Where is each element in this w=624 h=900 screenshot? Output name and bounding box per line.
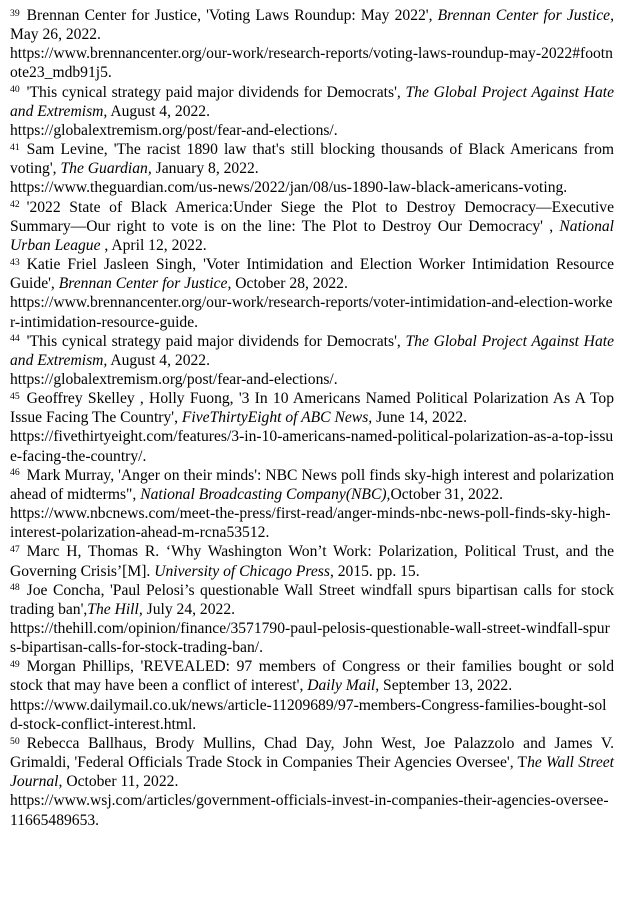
footnote-url: https://globalextremism.org/post/fear-and-elections/.: [10, 370, 338, 388]
footnote-url: https://www.dailymail.co.uk/news/article-11209689/97-members-Congress-families-bought-sold-stock-conflict-interest.html.: [10, 696, 607, 733]
footnote-number: 46: [10, 467, 20, 479]
footnotes-list: [10, 6, 614, 830]
footnote-number: 40: [10, 84, 20, 96]
citation-text: Rebecca Ballhaus, Brody Mullins, Chad Day, John West, Joe Palazzolo and James V. Grimaldi, 'Federal Officials Trade Stock in Companies Their Agencies Oversee', T: [10, 734, 614, 772]
source-title: The Global Project Against Hate and Extremism,: [10, 83, 614, 120]
footnote-url: https://globalextremism.org/post/fear-and-elections/.: [10, 121, 338, 139]
footnote: [10, 581, 614, 658]
citation-text: October 31, 2022.: [390, 485, 504, 503]
source-title: The Hill,: [87, 600, 143, 618]
footnote-number: 47: [10, 544, 20, 556]
source-title: Daily Mail: [307, 677, 376, 695]
footnote-url: https://www.theguardian.com/us-news/2022/jan/08/us-1890-law-black-americans-voting.: [10, 179, 568, 197]
citation-text: , September 13, 2022.: [375, 677, 513, 695]
footnote-number: 45: [10, 390, 20, 402]
footnote: [10, 6, 614, 83]
footnote: [10, 389, 614, 466]
footnote-number: 44: [10, 333, 20, 345]
footnote-url: https://fivethirtyeight.com/features/3-in-10-americans-named-political-polarization-as-a-top-issue-facing-the-country/.: [10, 428, 614, 465]
citation-text: 'This cynical strategy paid major dividends for Democrats',: [26, 83, 406, 101]
citation-text: July 24, 2022.: [142, 600, 236, 618]
source-title: National Urban League: [10, 217, 614, 254]
footnote-url: https://www.brennancenter.org/our-work/research-reports/voter-intimidation-and-election-worker-intimidation-resource-guide.: [10, 294, 613, 331]
footnote: [10, 255, 614, 332]
citation-text: Sam Levine, 'The racist 1890 law that's still blocking thousands of Black Americans from voting',: [10, 141, 614, 178]
citation-text: , 2015. pp. 15.: [329, 562, 420, 580]
footnote-url: https://thehill.com/opinion/finance/3571790-paul-pelosis-questionable-wall-street-windfall-spurs-bipartisan-calls-for-stock-trading-ban/.: [10, 620, 610, 657]
footnote: [10, 466, 614, 543]
source-title: National Broadcasting Company(NBC),: [140, 485, 391, 503]
source-title: Brennan Center for Justice,: [58, 275, 232, 293]
footnote-number: 43: [10, 256, 20, 268]
citation-text: October 11, 2022.: [62, 773, 179, 791]
source-title: The Guardian,: [60, 160, 152, 178]
footnote: [10, 198, 614, 255]
citation-text: January 8, 2022.: [151, 160, 259, 178]
footnote-number: 50: [10, 735, 20, 747]
footnote-number: 41: [10, 141, 20, 153]
citation-text: Katie Friel Jasleen Singh, 'Voter Intimidation and Election Worker Intimidation Resource Guide',: [10, 256, 614, 293]
source-title: FiveThirtyEight of ABC News,: [181, 409, 373, 427]
citation-text: 'This cynical strategy paid major dividends for Democrats',: [26, 332, 406, 350]
footnote: [10, 734, 614, 830]
citation-text: May 26, 2022.: [10, 26, 101, 44]
citation-text: August 4, 2022.: [107, 102, 210, 120]
source-title: Brennan Center for Justice,: [437, 7, 614, 24]
citation-text: August 4, 2022.: [107, 351, 210, 369]
footnote: [10, 332, 614, 389]
footnote-number: 49: [10, 658, 20, 670]
footnote-url: https://www.wsj.com/articles/government-officials-invest-in-companies-their-agencies-oversee-11665489653.: [10, 792, 609, 829]
citation-text: Marc H, Thomas R. ‘Why Washington Won’t Work: Polarization, Political Trust, and the Governing Crisis’[M].: [10, 543, 614, 580]
footnote: [10, 542, 614, 580]
source-title: University of Chicago Press: [154, 562, 330, 580]
citation-text: Morgan Phillips, 'REVEALED: 97 members of Congress or their families bought or sold stock that may have been a conflict of interest',: [10, 658, 614, 695]
footnote: [10, 83, 614, 140]
citation-text: '2022 State of Black America:Under Siege the Plot to Destroy Democracy—Executive Summary—Our right to vote is on the line: The Plot to Destroy Our Democracy' ,: [10, 198, 614, 235]
source-title: The Global Project Against Hate and Extremism,: [10, 332, 614, 369]
footnote: [10, 657, 614, 734]
footnote-number: 39: [10, 7, 20, 19]
citation-text: June 14, 2022.: [372, 409, 468, 427]
citation-text: Brennan Center for Justice, 'Voting Laws Roundup: May 2022',: [26, 7, 438, 24]
footnote-number: 42: [10, 199, 20, 211]
footnote-url: https://www.nbcnews.com/meet-the-press/first-read/anger-minds-nbc-news-poll-finds-sky-high-interest-polarization-ahead-m-rcna53512.: [10, 505, 611, 542]
citation-text: Mark Murray, 'Anger on their minds': NBC News poll finds sky-high interest and polarization ahead of midterms",: [10, 466, 614, 503]
citation-text: , April 12, 2022.: [100, 236, 207, 254]
source-title: he Wall Street Journal,: [10, 754, 614, 791]
footnote-url: https://www.brennancenter.org/our-work/research-reports/voting-laws-roundup-may-2022#footnote23_mdb91j5.: [10, 45, 613, 82]
citation-text: Geoffrey Skelley , Holly Fuong, '3 In 10 Americans Named Political Polarization As A Top Issue Facing The Country',: [10, 390, 614, 427]
citation-text: October 28, 2022.: [231, 275, 348, 293]
footnote-number: 48: [10, 582, 20, 594]
citation-text: Joe Concha, 'Paul Pelosi’s questionable Wall Street windfall spurs bipartisan calls for stock trading ban',: [10, 581, 614, 618]
footnote: [10, 140, 614, 197]
